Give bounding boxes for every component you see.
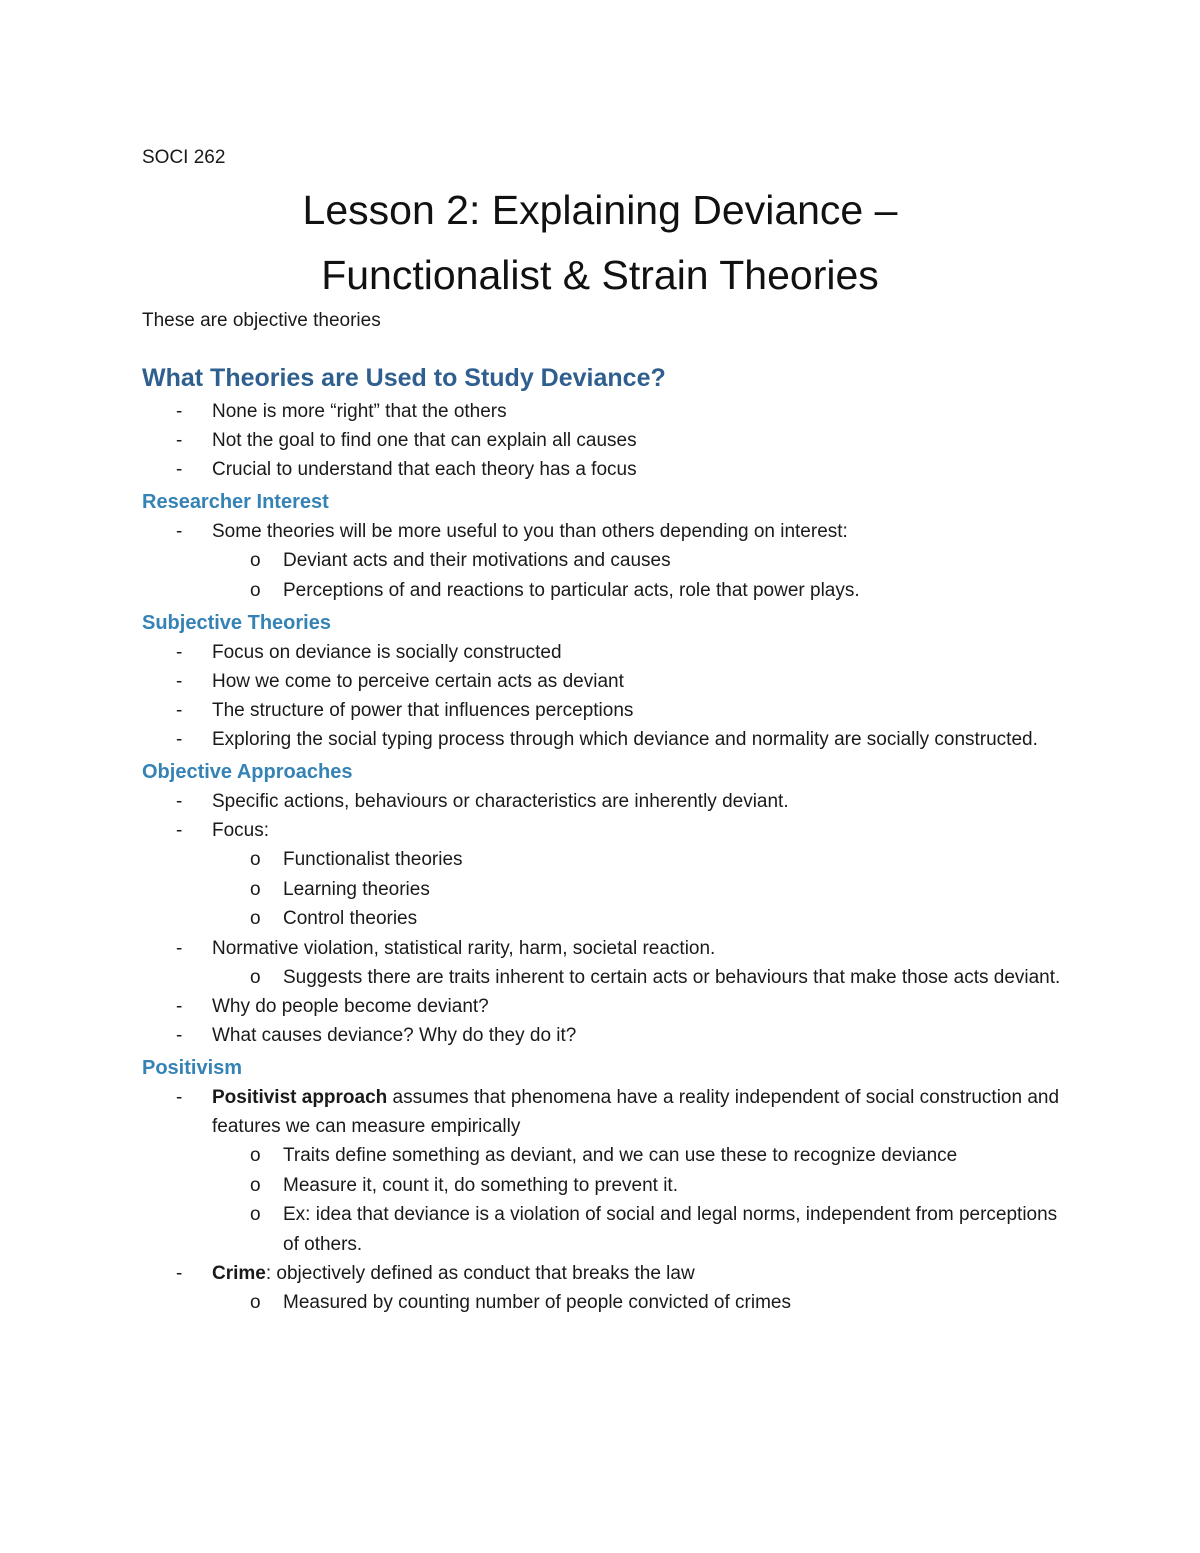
page-title-line-2: Functionalist & Strain Theories [321, 252, 879, 298]
list-item-text: Crucial to understand that each theory has a focus [212, 459, 637, 480]
list-item [142, 638, 1062, 667]
sub-list-item [212, 963, 1062, 993]
section-researcher-interest [142, 488, 1062, 605]
sub-bullet-list [212, 546, 1062, 605]
circle-marker: o [250, 849, 261, 870]
sub-bullet-list [212, 1288, 1062, 1318]
list-item [142, 725, 1062, 754]
bullet-list [142, 397, 1062, 484]
sub-list-item-text: Measured by counting number of people convicted of crimes [283, 1292, 791, 1313]
notes-content [142, 361, 1062, 1322]
circle-marker: o [250, 878, 261, 900]
sub-list-item [212, 576, 1062, 606]
dash-marker: - [176, 937, 183, 959]
sub-list-item-text: Control theories [283, 908, 418, 929]
dash-marker: - [176, 671, 183, 692]
dash-marker: - [176, 521, 183, 542]
subsection-heading: Researcher Interest [142, 491, 329, 513]
list-item-text: Exploring the social typing process through which deviance and normality are socially constructed. [212, 729, 1038, 750]
list-item-text: : objectively defined as conduct that breaks the law [265, 1263, 695, 1284]
list-item [142, 517, 1062, 605]
dash-marker: - [176, 700, 183, 721]
dash-marker: - [176, 642, 183, 663]
list-item-text: Not the goal to find one that can explain all causes [212, 430, 637, 451]
section-objective-approaches [142, 758, 1062, 1050]
dash-marker: - [176, 401, 183, 422]
sub-bullet-list [212, 963, 1062, 993]
dash-marker: - [176, 1263, 183, 1284]
circle-marker: o [250, 908, 261, 929]
dash-marker: - [176, 1025, 183, 1046]
bullet-list [142, 638, 1062, 754]
list-item [142, 1259, 1062, 1318]
sub-list-item-text: Measure it, count it, do something to prevent it. [283, 1174, 678, 1196]
section-subjective-theories [142, 609, 1062, 754]
circle-marker: o [250, 550, 261, 571]
list-item [142, 992, 1062, 1021]
bullet-list [142, 1083, 1062, 1318]
list-item-text: How we come to perceive certain acts as deviant [212, 671, 624, 692]
list-item-text: Focus: [212, 820, 270, 841]
circle-marker: o [250, 1145, 261, 1166]
bold-term: Positivist approach [212, 1087, 388, 1108]
sub-list-item [212, 1200, 1062, 1259]
list-item [142, 787, 1062, 816]
dash-marker: - [176, 459, 183, 480]
course-code: SOCI 262 [142, 147, 226, 168]
sub-list-item [212, 1171, 1062, 1201]
section-positivism [142, 1054, 1062, 1318]
sub-list-item-text: Deviant acts and their motivations and causes [283, 550, 671, 571]
circle-marker: o [250, 1204, 261, 1225]
list-item [142, 397, 1062, 426]
intro-text: These are objective theories [142, 310, 381, 331]
sub-bullet-list [212, 845, 1062, 934]
list-item-text: Some theories will be more useful to you than others depending on interest: [212, 521, 848, 542]
section-what-theories [142, 361, 1062, 484]
list-item [142, 667, 1062, 696]
subsection-heading: Positivism [142, 1057, 243, 1079]
list-item-text: The structure of power that influences perceptions [212, 700, 634, 721]
dash-marker: - [176, 820, 183, 841]
sub-list-item-text: Learning theories [283, 878, 430, 900]
bullet-list [142, 517, 1062, 605]
dash-marker: - [176, 791, 183, 812]
sub-list-item [212, 875, 1062, 905]
sub-list-item [212, 546, 1062, 576]
sub-list-item-text: Perceptions of and reactions to particular acts, role that power plays. [283, 579, 860, 601]
dash-marker: - [176, 996, 183, 1017]
sub-list-item-text: Functionalist theories [283, 849, 463, 870]
list-item [142, 696, 1062, 725]
list-item-text: Specific actions, behaviours or characteristics are inherently deviant. [212, 791, 789, 812]
circle-marker: o [250, 579, 261, 601]
circle-marker: o [250, 1292, 261, 1313]
list-item-text: Focus on deviance is socially constructed [212, 642, 562, 663]
list-item [142, 455, 1062, 484]
list-item [142, 1083, 1062, 1259]
sub-list-item-text: Suggests there are traits inherent to certain acts or behaviours that make those acts deviant. [283, 966, 1061, 988]
subsection-heading: Objective Approaches [142, 761, 353, 783]
list-item-text: assumes that phenomena have a reality independent of social construction and features we can measure empirically [212, 1087, 1060, 1137]
page-title-line-1: Lesson 2: Explaining Deviance – [302, 187, 898, 233]
sub-list-item-text: Traits define something as deviant, and we can use these to recognize deviance [283, 1145, 958, 1166]
list-item [142, 934, 1062, 993]
list-item-text: None is more “right” that the others [212, 401, 507, 422]
list-item [142, 816, 1062, 934]
sub-list-item [212, 1141, 1062, 1171]
sub-list-item [212, 845, 1062, 875]
list-item-text: What causes deviance? Why do they do it? [212, 1025, 577, 1046]
list-item [142, 1021, 1062, 1050]
bold-term: Crime [212, 1263, 266, 1284]
bullet-list [142, 787, 1062, 1050]
sub-list-item [212, 1288, 1062, 1318]
list-item [142, 426, 1062, 455]
subsection-heading: Subjective Theories [142, 612, 331, 634]
dash-marker: - [176, 729, 183, 750]
dash-marker: - [176, 430, 183, 451]
circle-marker: o [250, 1174, 261, 1196]
dash-marker: - [176, 1087, 183, 1108]
circle-marker: o [250, 966, 261, 988]
list-item-text: Normative violation, statistical rarity, harm, societal reaction. [212, 937, 716, 959]
sub-list-item-text: Ex: idea that deviance is a violation of social and legal norms, independent from perceptions of others. [283, 1204, 1058, 1255]
list-item-text: Why do people become deviant? [212, 996, 489, 1017]
sub-list-item [212, 904, 1062, 934]
section-heading: What Theories are Used to Study Deviance? [142, 364, 666, 392]
sub-bullet-list [212, 1141, 1062, 1259]
